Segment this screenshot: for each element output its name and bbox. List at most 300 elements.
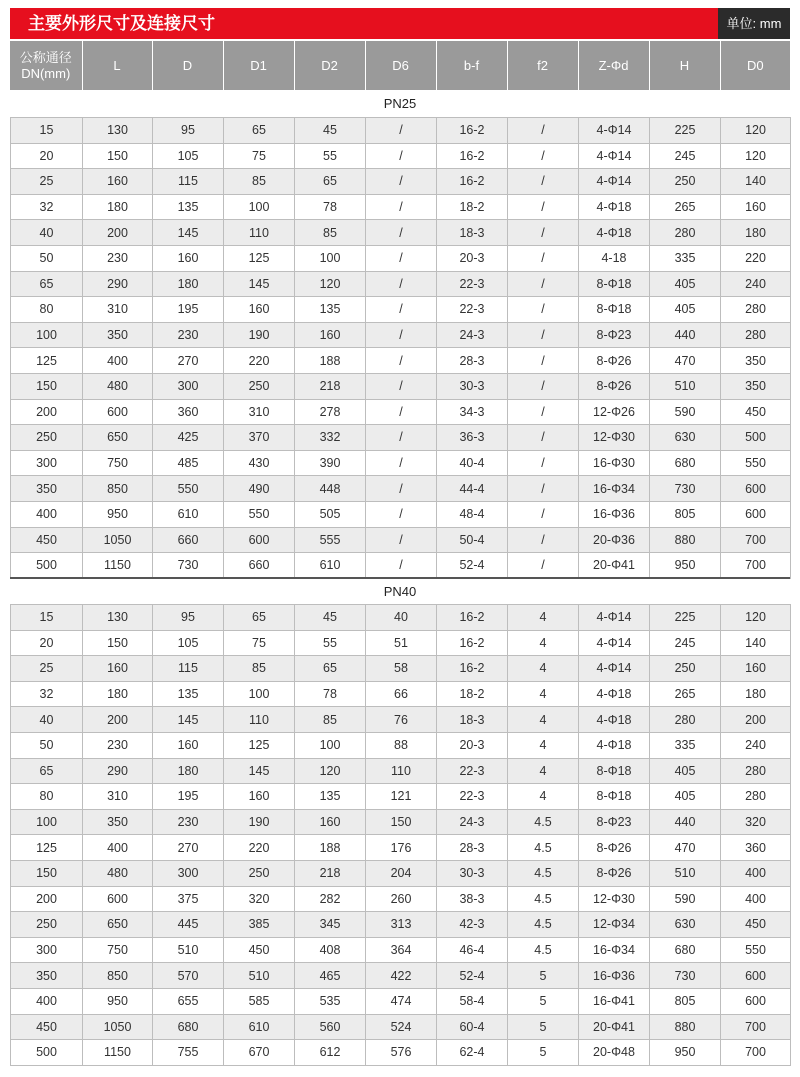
table-cell: 474 xyxy=(366,988,437,1014)
page-title: 主要外形尺寸及连接尺寸 xyxy=(28,14,215,33)
table-cell: 160 xyxy=(295,809,366,835)
table-cell: 576 xyxy=(366,1040,437,1066)
column-header-dn-label: 公称通径 DN(mm) xyxy=(19,49,72,81)
table-cell: 8-Φ26 xyxy=(579,835,650,861)
table-cell: 204 xyxy=(366,860,437,886)
table-cell: 550 xyxy=(224,501,295,527)
table-cell: 405 xyxy=(650,297,721,323)
table-cell: 28-3 xyxy=(437,348,508,374)
table-cell: 125 xyxy=(11,835,83,861)
table-cell: 270 xyxy=(153,835,224,861)
column-header-h: H xyxy=(649,41,720,90)
table-cell: / xyxy=(366,553,437,579)
table-cell: 80 xyxy=(11,297,83,323)
table-cell: 180 xyxy=(153,271,224,297)
table-cell: 650 xyxy=(83,425,153,451)
table-cell: 15 xyxy=(11,605,83,631)
table-cell: / xyxy=(366,348,437,374)
table-cell: 500 xyxy=(11,1040,83,1066)
table-cell: 160 xyxy=(83,656,153,682)
table-row xyxy=(11,681,791,707)
table-cell: 524 xyxy=(366,1014,437,1040)
table-cell: 805 xyxy=(650,988,721,1014)
table-row xyxy=(11,1014,791,1040)
table-cell: / xyxy=(508,425,579,451)
table-cell: 280 xyxy=(650,220,721,246)
pn40-table xyxy=(10,604,791,1066)
table-cell: 16-Φ36 xyxy=(579,501,650,527)
table-cell: 75 xyxy=(224,630,295,656)
table-cell: 5 xyxy=(508,963,579,989)
table-row xyxy=(11,322,791,348)
table-cell: 490 xyxy=(224,476,295,502)
table-cell: 24-3 xyxy=(437,322,508,348)
table-cell: 200 xyxy=(11,399,83,425)
table-cell: 400 xyxy=(83,348,153,374)
table-cell: 805 xyxy=(650,501,721,527)
table-cell: 55 xyxy=(295,143,366,169)
table-cell: / xyxy=(508,501,579,527)
table-cell: 1150 xyxy=(83,1040,153,1066)
table-cell: 195 xyxy=(153,297,224,323)
table-cell: 555 xyxy=(295,527,366,553)
table-cell: 280 xyxy=(721,784,791,810)
table-cell: 130 xyxy=(83,605,153,631)
table-cell: 145 xyxy=(153,707,224,733)
table-cell: 250 xyxy=(650,656,721,682)
table-cell: 230 xyxy=(83,732,153,758)
table-cell: 660 xyxy=(224,553,295,579)
table-cell: 188 xyxy=(295,348,366,374)
table-cell: 48-4 xyxy=(437,501,508,527)
table-cell: 12-Φ34 xyxy=(579,912,650,938)
table-cell: 230 xyxy=(83,245,153,271)
column-header-f2: f2 xyxy=(507,41,578,90)
table-cell: 465 xyxy=(295,963,366,989)
table-cell: 22-3 xyxy=(437,758,508,784)
table-cell: 160 xyxy=(721,656,791,682)
table-cell: 100 xyxy=(295,245,366,271)
table-cell: 75 xyxy=(224,143,295,169)
table-cell: 135 xyxy=(153,194,224,220)
table-row xyxy=(11,835,791,861)
table-cell: / xyxy=(366,501,437,527)
table-cell: 590 xyxy=(650,399,721,425)
table-cell: 4-Φ18 xyxy=(579,732,650,758)
table-cell: 950 xyxy=(83,988,153,1014)
column-header-b-f: b-f xyxy=(436,41,507,90)
column-header-table xyxy=(10,41,790,90)
table-cell: 480 xyxy=(83,373,153,399)
table-cell: 245 xyxy=(650,143,721,169)
table-cell: 40 xyxy=(366,605,437,631)
table-cell: 20-Φ48 xyxy=(579,1040,650,1066)
table-cell: / xyxy=(508,450,579,476)
table-cell: 280 xyxy=(721,322,791,348)
table-cell: 55 xyxy=(295,630,366,656)
table-cell: 78 xyxy=(295,681,366,707)
table-cell: 4 xyxy=(508,605,579,631)
table-cell: 880 xyxy=(650,1014,721,1040)
table-cell: 145 xyxy=(224,271,295,297)
table-cell: 16-2 xyxy=(437,630,508,656)
table-cell: 4-Φ18 xyxy=(579,681,650,707)
table-cell: 45 xyxy=(295,118,366,144)
table-cell: 150 xyxy=(11,373,83,399)
table-cell: 4 xyxy=(508,758,579,784)
table-cell: 670 xyxy=(224,1040,295,1066)
table-row xyxy=(11,988,791,1014)
table-cell: 505 xyxy=(295,501,366,527)
table-row xyxy=(11,963,791,989)
table-cell: 600 xyxy=(721,501,791,527)
table-cell: / xyxy=(366,143,437,169)
table-cell: 4-Φ18 xyxy=(579,220,650,246)
table-row xyxy=(11,118,791,144)
table-cell: 500 xyxy=(721,425,791,451)
table-cell: 140 xyxy=(721,630,791,656)
table-cell: 750 xyxy=(83,450,153,476)
table-cell: 120 xyxy=(721,118,791,144)
table-cell: 445 xyxy=(153,912,224,938)
table-cell: 335 xyxy=(650,732,721,758)
table-cell: 120 xyxy=(295,271,366,297)
table-cell: 280 xyxy=(721,297,791,323)
table-cell: 18-2 xyxy=(437,681,508,707)
table-cell: 16-2 xyxy=(437,143,508,169)
table-cell: 350 xyxy=(83,322,153,348)
table-cell: 408 xyxy=(295,937,366,963)
table-cell: 350 xyxy=(11,476,83,502)
table-cell: 4 xyxy=(508,630,579,656)
table-cell: 350 xyxy=(11,963,83,989)
table-cell: / xyxy=(508,322,579,348)
table-cell: 150 xyxy=(83,630,153,656)
table-cell: 480 xyxy=(83,860,153,886)
table-row xyxy=(11,784,791,810)
table-cell: 550 xyxy=(721,450,791,476)
table-cell: 730 xyxy=(650,476,721,502)
table-cell: 50 xyxy=(11,245,83,271)
table-cell: / xyxy=(508,399,579,425)
table-cell: 600 xyxy=(721,963,791,989)
table-cell: 630 xyxy=(650,425,721,451)
table-row xyxy=(11,143,791,169)
table-cell: 180 xyxy=(721,681,791,707)
table-cell: 332 xyxy=(295,425,366,451)
table-cell: 195 xyxy=(153,784,224,810)
table-cell: 4 xyxy=(508,681,579,707)
table-cell: 4-Φ14 xyxy=(579,656,650,682)
table-cell: 350 xyxy=(83,809,153,835)
table-cell: 110 xyxy=(366,758,437,784)
table-cell: 610 xyxy=(153,501,224,527)
table-cell: / xyxy=(508,220,579,246)
table-cell: 510 xyxy=(650,373,721,399)
table-cell: 950 xyxy=(650,553,721,579)
table-cell: 16-Φ34 xyxy=(579,476,650,502)
table-cell: 130 xyxy=(83,118,153,144)
table-cell: 8-Φ26 xyxy=(579,860,650,886)
table-cell: 110 xyxy=(224,220,295,246)
table-cell: 405 xyxy=(650,758,721,784)
table-cell: 125 xyxy=(224,245,295,271)
table-cell: 600 xyxy=(721,476,791,502)
table-cell: 121 xyxy=(366,784,437,810)
table-cell: 52-4 xyxy=(437,553,508,579)
table-cell: 225 xyxy=(650,118,721,144)
table-cell: 400 xyxy=(11,988,83,1014)
table-cell: 120 xyxy=(721,605,791,631)
table-cell: / xyxy=(366,118,437,144)
table-cell: 115 xyxy=(153,656,224,682)
table-cell: 282 xyxy=(295,886,366,912)
table-cell: 22-3 xyxy=(437,271,508,297)
table-cell: 4.5 xyxy=(508,886,579,912)
table-cell: 38-3 xyxy=(437,886,508,912)
table-cell: 190 xyxy=(224,322,295,348)
table-cell: 450 xyxy=(224,937,295,963)
table-row xyxy=(11,220,791,246)
table-row xyxy=(11,912,791,938)
table-cell: / xyxy=(508,194,579,220)
table-cell: / xyxy=(366,399,437,425)
table-row xyxy=(11,860,791,886)
table-cell: 360 xyxy=(153,399,224,425)
table-cell: 510 xyxy=(153,937,224,963)
table-cell: 15 xyxy=(11,118,83,144)
table-cell: 20-Φ41 xyxy=(579,553,650,579)
table-cell: 20-Φ41 xyxy=(579,1014,650,1040)
table-cell: 4.5 xyxy=(508,809,579,835)
table-cell: 4.5 xyxy=(508,835,579,861)
table-cell: 52-4 xyxy=(437,963,508,989)
table-cell: 46-4 xyxy=(437,937,508,963)
table-cell: 25 xyxy=(11,656,83,682)
table-cell: 610 xyxy=(295,553,366,579)
table-cell: 385 xyxy=(224,912,295,938)
table-cell: 100 xyxy=(224,194,295,220)
table-cell: / xyxy=(508,297,579,323)
table-cell: 50-4 xyxy=(437,527,508,553)
table-cell: / xyxy=(366,425,437,451)
table-cell: 345 xyxy=(295,912,366,938)
table-cell: 950 xyxy=(650,1040,721,1066)
table-cell: 8-Φ18 xyxy=(579,297,650,323)
table-cell: 4-Φ14 xyxy=(579,169,650,195)
table-cell: 612 xyxy=(295,1040,366,1066)
table-cell: 8-Φ18 xyxy=(579,784,650,810)
table-cell: 4-Φ18 xyxy=(579,194,650,220)
table-cell: / xyxy=(508,169,579,195)
table-cell: 700 xyxy=(721,527,791,553)
table-cell: 400 xyxy=(83,835,153,861)
table-cell: 485 xyxy=(153,450,224,476)
table-cell: 335 xyxy=(650,245,721,271)
table-cell: 630 xyxy=(650,912,721,938)
table-cell: 680 xyxy=(650,937,721,963)
table-cell: 1050 xyxy=(83,527,153,553)
table-cell: 280 xyxy=(721,758,791,784)
table-cell: 240 xyxy=(721,271,791,297)
table-row xyxy=(11,501,791,527)
table-cell: 250 xyxy=(224,860,295,886)
table-cell: 440 xyxy=(650,322,721,348)
table-cell: 16-2 xyxy=(437,118,508,144)
table-cell: 20 xyxy=(11,630,83,656)
table-cell: 278 xyxy=(295,399,366,425)
table-row xyxy=(11,553,791,579)
table-cell: / xyxy=(366,322,437,348)
table-cell: / xyxy=(366,450,437,476)
table-cell: 560 xyxy=(295,1014,366,1040)
table-cell: 85 xyxy=(224,656,295,682)
table-cell: 20 xyxy=(11,143,83,169)
table-cell: 470 xyxy=(650,835,721,861)
table-row xyxy=(11,527,791,553)
table-cell: 250 xyxy=(650,169,721,195)
section-title-pn25: PN25 xyxy=(383,96,417,111)
table-cell: 230 xyxy=(153,322,224,348)
table-cell: 4 xyxy=(508,784,579,810)
table-row xyxy=(11,373,791,399)
table-cell: 150 xyxy=(11,860,83,886)
table-cell: 220 xyxy=(224,835,295,861)
table-cell: 4-Φ14 xyxy=(579,118,650,144)
table-cell: 140 xyxy=(721,169,791,195)
table-cell: 160 xyxy=(153,732,224,758)
table-cell: 300 xyxy=(11,937,83,963)
table-cell: 390 xyxy=(295,450,366,476)
table-cell: 218 xyxy=(295,373,366,399)
table-cell: 40 xyxy=(11,220,83,246)
table-cell: 160 xyxy=(721,194,791,220)
table-cell: 135 xyxy=(153,681,224,707)
table-cell: 30-3 xyxy=(437,373,508,399)
column-header-z-phid: Z-Φd xyxy=(578,41,649,90)
table-cell: 145 xyxy=(224,758,295,784)
table-cell: 65 xyxy=(224,118,295,144)
table-cell: 730 xyxy=(650,963,721,989)
table-cell: 8-Φ26 xyxy=(579,348,650,374)
table-cell: 65 xyxy=(295,169,366,195)
table-cell: 40 xyxy=(11,707,83,733)
table-cell: 700 xyxy=(721,1014,791,1040)
table-cell: 100 xyxy=(11,809,83,835)
column-header-d2: D2 xyxy=(294,41,365,90)
table-cell: 430 xyxy=(224,450,295,476)
table-cell: 260 xyxy=(366,886,437,912)
table-row xyxy=(11,630,791,656)
table-cell: 245 xyxy=(650,630,721,656)
table-cell: 160 xyxy=(224,297,295,323)
table-cell: 30-3 xyxy=(437,860,508,886)
table-cell: 700 xyxy=(721,1040,791,1066)
table-cell: 225 xyxy=(650,605,721,631)
table-cell: 150 xyxy=(366,809,437,835)
table-cell: 220 xyxy=(224,348,295,374)
table-cell: 105 xyxy=(153,143,224,169)
table-cell: 125 xyxy=(224,732,295,758)
table-cell: 200 xyxy=(83,707,153,733)
table-cell: 730 xyxy=(153,553,224,579)
table-cell: 400 xyxy=(721,860,791,886)
table-row xyxy=(11,937,791,963)
table-cell: 680 xyxy=(650,450,721,476)
table-cell: 50 xyxy=(11,732,83,758)
table-cell: 450 xyxy=(11,1014,83,1040)
table-cell: 85 xyxy=(295,707,366,733)
table-cell: 100 xyxy=(11,322,83,348)
table-cell: / xyxy=(508,373,579,399)
table-cell: 66 xyxy=(366,681,437,707)
table-cell: 12-Φ30 xyxy=(579,886,650,912)
table-cell: / xyxy=(366,245,437,271)
table-cell: 405 xyxy=(650,271,721,297)
table-cell: 510 xyxy=(650,860,721,886)
table-cell: 12-Φ30 xyxy=(579,425,650,451)
table-row xyxy=(11,732,791,758)
table-cell: 160 xyxy=(83,169,153,195)
table-cell: / xyxy=(508,271,579,297)
table-cell: 20-3 xyxy=(437,245,508,271)
table-cell: 95 xyxy=(153,605,224,631)
table-cell: 350 xyxy=(721,373,791,399)
table-cell: 32 xyxy=(11,194,83,220)
table-cell: 265 xyxy=(650,681,721,707)
table-cell: 65 xyxy=(224,605,295,631)
table-cell: 250 xyxy=(11,425,83,451)
table-cell: 425 xyxy=(153,425,224,451)
table-cell: 600 xyxy=(83,399,153,425)
table-cell: 600 xyxy=(721,988,791,1014)
table-cell: 300 xyxy=(153,373,224,399)
table-cell: 310 xyxy=(224,399,295,425)
table-cell: 110 xyxy=(224,707,295,733)
table-cell: 160 xyxy=(295,322,366,348)
table-row xyxy=(11,809,791,835)
table-row xyxy=(11,476,791,502)
title-bar xyxy=(10,8,790,39)
table-cell: 585 xyxy=(224,988,295,1014)
table-cell: 660 xyxy=(153,527,224,553)
table-cell: 700 xyxy=(721,553,791,579)
table-cell: 5 xyxy=(508,988,579,1014)
table-cell: 88 xyxy=(366,732,437,758)
table-cell: 44-4 xyxy=(437,476,508,502)
table-cell: 58-4 xyxy=(437,988,508,1014)
table-cell: 51 xyxy=(366,630,437,656)
table-cell: 100 xyxy=(224,681,295,707)
table-cell: 310 xyxy=(83,784,153,810)
table-cell: 58 xyxy=(366,656,437,682)
table-cell: 290 xyxy=(83,271,153,297)
table-cell: 300 xyxy=(11,450,83,476)
table-cell: 16-Φ41 xyxy=(579,988,650,1014)
table-cell: 190 xyxy=(224,809,295,835)
table-row xyxy=(11,297,791,323)
table-cell: 313 xyxy=(366,912,437,938)
pn25-table xyxy=(10,117,791,579)
table-cell: 180 xyxy=(153,758,224,784)
table-cell: 125 xyxy=(11,348,83,374)
table-cell: 600 xyxy=(83,886,153,912)
table-row xyxy=(11,707,791,733)
table-cell: 300 xyxy=(153,860,224,886)
table-cell: 8-Φ18 xyxy=(579,758,650,784)
table-cell: 8-Φ26 xyxy=(579,373,650,399)
table-cell: 290 xyxy=(83,758,153,784)
